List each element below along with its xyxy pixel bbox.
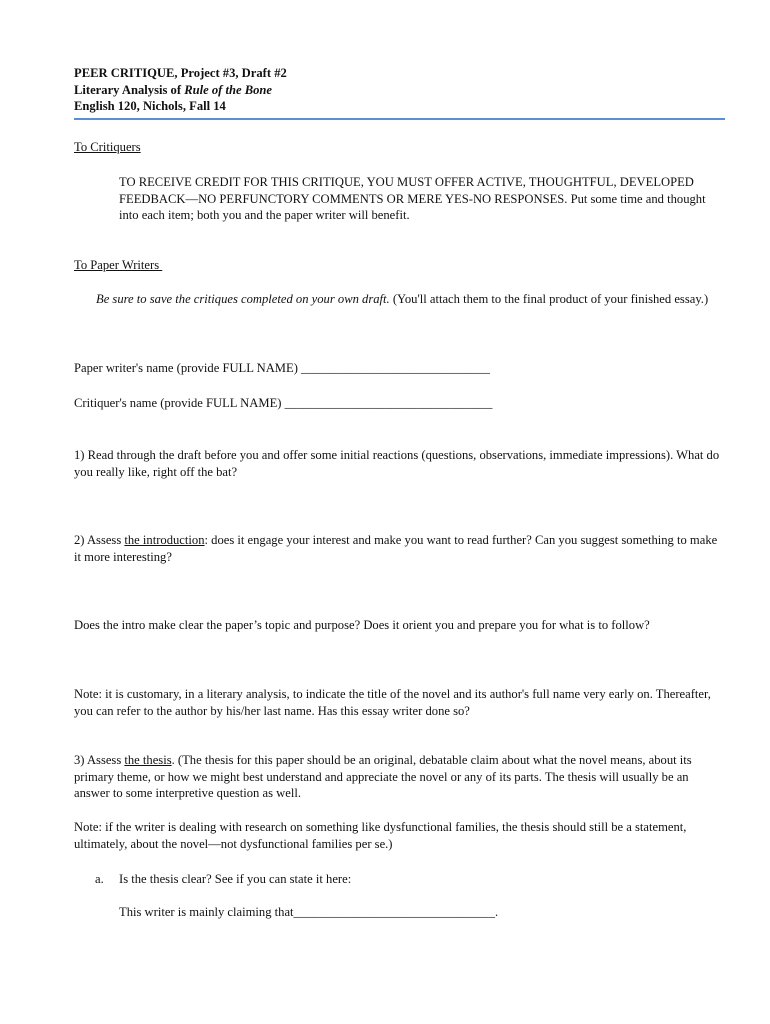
header-analysis-line: [74, 82, 724, 99]
header-course-line: English 120, Nichols, Fall 14: [74, 99, 226, 113]
critiquers-heading: To Critiquers: [74, 140, 141, 154]
writers-instructions-italic: Be sure to save the critiques completed on your own draft.: [96, 292, 390, 306]
writer-name-field: Paper writer's name (provide FULL NAME) ______________________________: [74, 361, 490, 375]
header-analysis-prefix: Literary Analysis of: [74, 82, 185, 97]
header-project-line: PEER CRITIQUE, Project #3, Draft #2: [74, 66, 287, 80]
critiquer-name-field: Critiquer's name (provide FULL NAME) _________________________________: [74, 396, 493, 410]
writers-instructions: [96, 291, 711, 308]
thesis-blank-line: This writer is mainly claiming that________________________________.: [119, 905, 499, 919]
question-3a-label: a.: [95, 872, 104, 886]
question-3-text: . (The thesis for this paper should be an original, debatable claim about what the novel means, about its primary theme, or how we might best understand and appreciate the novel or any of its parts. The thesis will usually be an answer to some interpretive question as well.: [74, 753, 692, 800]
writers-instructions-rest: (You'll attach them to the final product of your finished essay.): [389, 292, 709, 306]
question-3-note: Note: if the writer is dealing with research on something like dysfunctional families, the thesis should still be a statement, ultimately, about the novel—not dysfunctional families per se.): [74, 820, 687, 851]
question-3: [74, 752, 726, 802]
document-header: [74, 65, 724, 115]
question-2-text: : does it engage your interest and make you want to read further? Can you suggest something to make it more interesting?: [74, 533, 718, 564]
question-2: [74, 532, 726, 565]
question-2-prefix: 2) Assess: [74, 533, 125, 547]
critiquers-instructions: TO RECEIVE CREDIT FOR THIS CRITIQUE, YOU MUST OFFER ACTIVE, THOUGHTFUL, DEVELOPED FEEDBACK—NO PERFUNCTORY COMMENTS OR MERE YES-NO RESPONSES. Put some time and thought into each item; both you and the paper writer will benefit.: [119, 175, 706, 222]
writers-heading: To Paper Writers: [74, 258, 163, 272]
question-3-topic: the thesis: [124, 753, 172, 767]
question-2-topic: the introduction: [124, 533, 205, 547]
question-3a-text: Is the thesis clear? See if you can state it here:: [119, 872, 352, 886]
novel-title: Rule of the Bone: [184, 82, 273, 97]
question-1: 1) Read through the draft before you and offer some initial reactions (questions, observations, immediate impressions). What do you really like, right off the bat?: [74, 448, 720, 479]
question-2-followup: Does the intro make clear the paper’s topic and purpose? Does it orient you and prepare you for what is to follow?: [74, 618, 650, 632]
question-3-prefix: 3) Assess: [74, 753, 125, 767]
question-2-note: Note: it is customary, in a literary analysis, to indicate the title of the novel and its author's full name very early on. Thereafter, you can refer to the author by his/her last name. Has this essay writer done so?: [74, 687, 711, 718]
header-divider: [74, 118, 725, 120]
